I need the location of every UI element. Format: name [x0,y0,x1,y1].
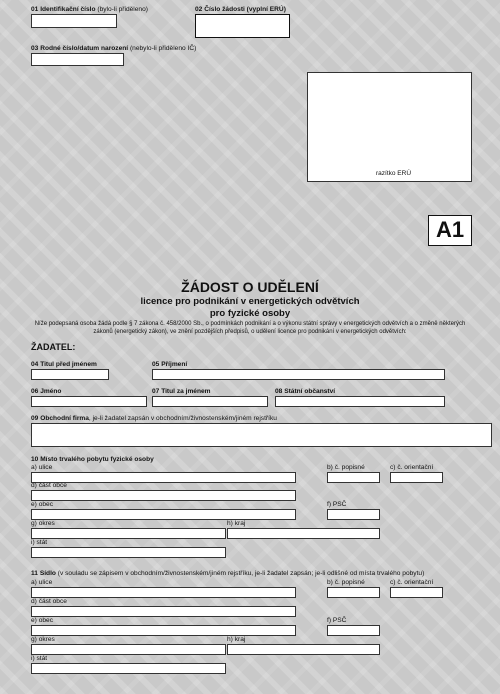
title-after-name-input[interactable] [152,396,268,407]
field-04-title: Titul před jménem [40,361,97,368]
s10-house-number-input[interactable] [327,472,380,483]
field-07-label [152,388,211,396]
field-02-label [195,6,286,14]
s10-street-label: a) ulice [31,464,53,471]
business-name-input[interactable] [31,423,492,447]
field-09-title: Obchodní firma [40,415,89,422]
s11-county-label: g) okres [31,636,55,643]
field-08-title: Státní občanství [284,388,336,395]
field-03-title: Rodné číslo/datum narození [40,45,129,52]
form-code-badge: A1 [428,215,472,246]
s11-district-part-label: d) část obce [31,598,67,605]
s11-postcode-input[interactable] [327,625,380,636]
section-11-label [31,570,424,578]
citizenship-input[interactable] [275,396,445,407]
applicant-heading: ŽADATEL: [31,342,76,352]
field-02-number: 02 [195,6,203,13]
field-07-title: Titul za jménem [161,388,211,395]
s10-municipality-input[interactable] [31,509,296,520]
field-08-label [275,388,335,396]
s10-street-input[interactable] [31,472,296,483]
form-title: ŽÁDOST O UDĚLENÍ [181,279,319,295]
s10-house-number-label: b) č. popisné [327,464,365,471]
field-01-label [31,6,148,14]
section-10-title: Místo trvalého pobytu fyzické osoby [40,456,154,463]
s11-street-input[interactable] [31,587,296,598]
s11-country-input[interactable] [31,663,226,674]
office-stamp-box [307,72,472,182]
field-07-number: 07 [152,388,160,395]
s11-region-input[interactable] [227,644,380,655]
first-name-input[interactable] [31,396,147,407]
field-01-title: Identifikační číslo [40,6,96,13]
field-01-number: 01 [31,6,39,13]
s10-orientation-number-input[interactable] [390,472,443,483]
s11-county-input[interactable] [31,644,226,655]
s10-region-label: h) kraj [227,520,246,527]
s11-region-label: h) kraj [227,636,246,643]
section-10-label [31,456,154,464]
s11-orientation-number-label: c) č. orientační [390,579,434,586]
field-04-number: 04 [31,361,39,368]
s11-municipality-input[interactable] [31,625,296,636]
s11-district-part-input[interactable] [31,606,296,617]
s10-orientation-number-label: c) č. orientační [390,464,434,471]
s10-municipality-label: e) obec [31,501,53,508]
field-03-label [31,45,196,53]
application-number-input[interactable] [195,14,290,38]
title-before-name-input[interactable] [31,369,109,380]
field-05-number: 05 [152,361,160,368]
s10-district-part-label: d) část obce [31,482,67,489]
section-11-number: 11 [31,570,38,577]
surname-input[interactable] [152,369,445,380]
s11-street-label: a) ulice [31,579,53,586]
s11-country-label: i) stát [31,655,48,662]
stamp-caption: razítko ERÚ [376,170,412,177]
field-08-number: 08 [275,388,283,395]
s10-district-part-input[interactable] [31,490,296,501]
form-subtitle-2: pro fyzické osoby [209,308,291,319]
field-09-hint: , je-li žadatel zapsán v obchodním/živnostenském/jiném rejstříku [88,415,277,422]
s11-municipality-label: e) obec [31,617,53,624]
s10-region-input[interactable] [227,528,380,539]
s11-orientation-number-input[interactable] [390,587,443,598]
field-06-title: Jméno [40,388,62,395]
field-06-label [31,388,61,396]
field-01-hint: (bylo-li přiděleno) [97,6,148,13]
field-05-title: Příjmení [161,361,188,368]
intro-text: Níže podepsaná osoba žádá podle § 7 zákona č. 458/2000 Sb., o podmínkách podnikání a o výkonu státní správy v energetických odvětvích a o změně některých zákonů (energetický zákon), ve znění pozdějších předpisů, o udělení licence pro podnikání v energetických odvětvích: [34,321,466,335]
field-03-number: 03 [31,45,39,52]
s10-county-label: g) okres [31,520,55,527]
s10-county-input[interactable] [31,528,226,539]
s10-postcode-input[interactable] [327,509,380,520]
s11-house-number-input[interactable] [327,587,380,598]
field-05-label [152,361,187,369]
field-06-number: 06 [31,388,39,395]
field-03-hint: (nebylo-li přiděleno IČ) [129,45,197,52]
field-09-number: 09 [31,415,39,422]
s11-house-number-label: b) č. popisné [327,579,365,586]
section-11-title: Sídlo [39,570,56,577]
s11-postcode-label: f) PSČ [327,617,347,624]
field-09-label [31,415,277,423]
section-10-number: 10 [31,456,39,463]
field-04-label [31,361,97,369]
birth-number-input[interactable] [31,53,124,66]
s10-country-input[interactable] [31,547,226,558]
s10-postcode-label: f) PSČ [327,501,347,508]
section-11-hint: (v souladu se zápisem v obchodním/živnostenském/jiném rejstříku, je-li žadatel zapsán; je-li odlišné od místa trvalého pobytu) [57,570,425,577]
field-02-title: Číslo žádosti (vyplní ERÚ) [204,6,286,13]
identification-number-input[interactable] [31,14,117,28]
form-subtitle-1: licence pro podnikání v energetických odvětvích [140,296,360,307]
s10-country-label: i) stát [31,539,48,546]
